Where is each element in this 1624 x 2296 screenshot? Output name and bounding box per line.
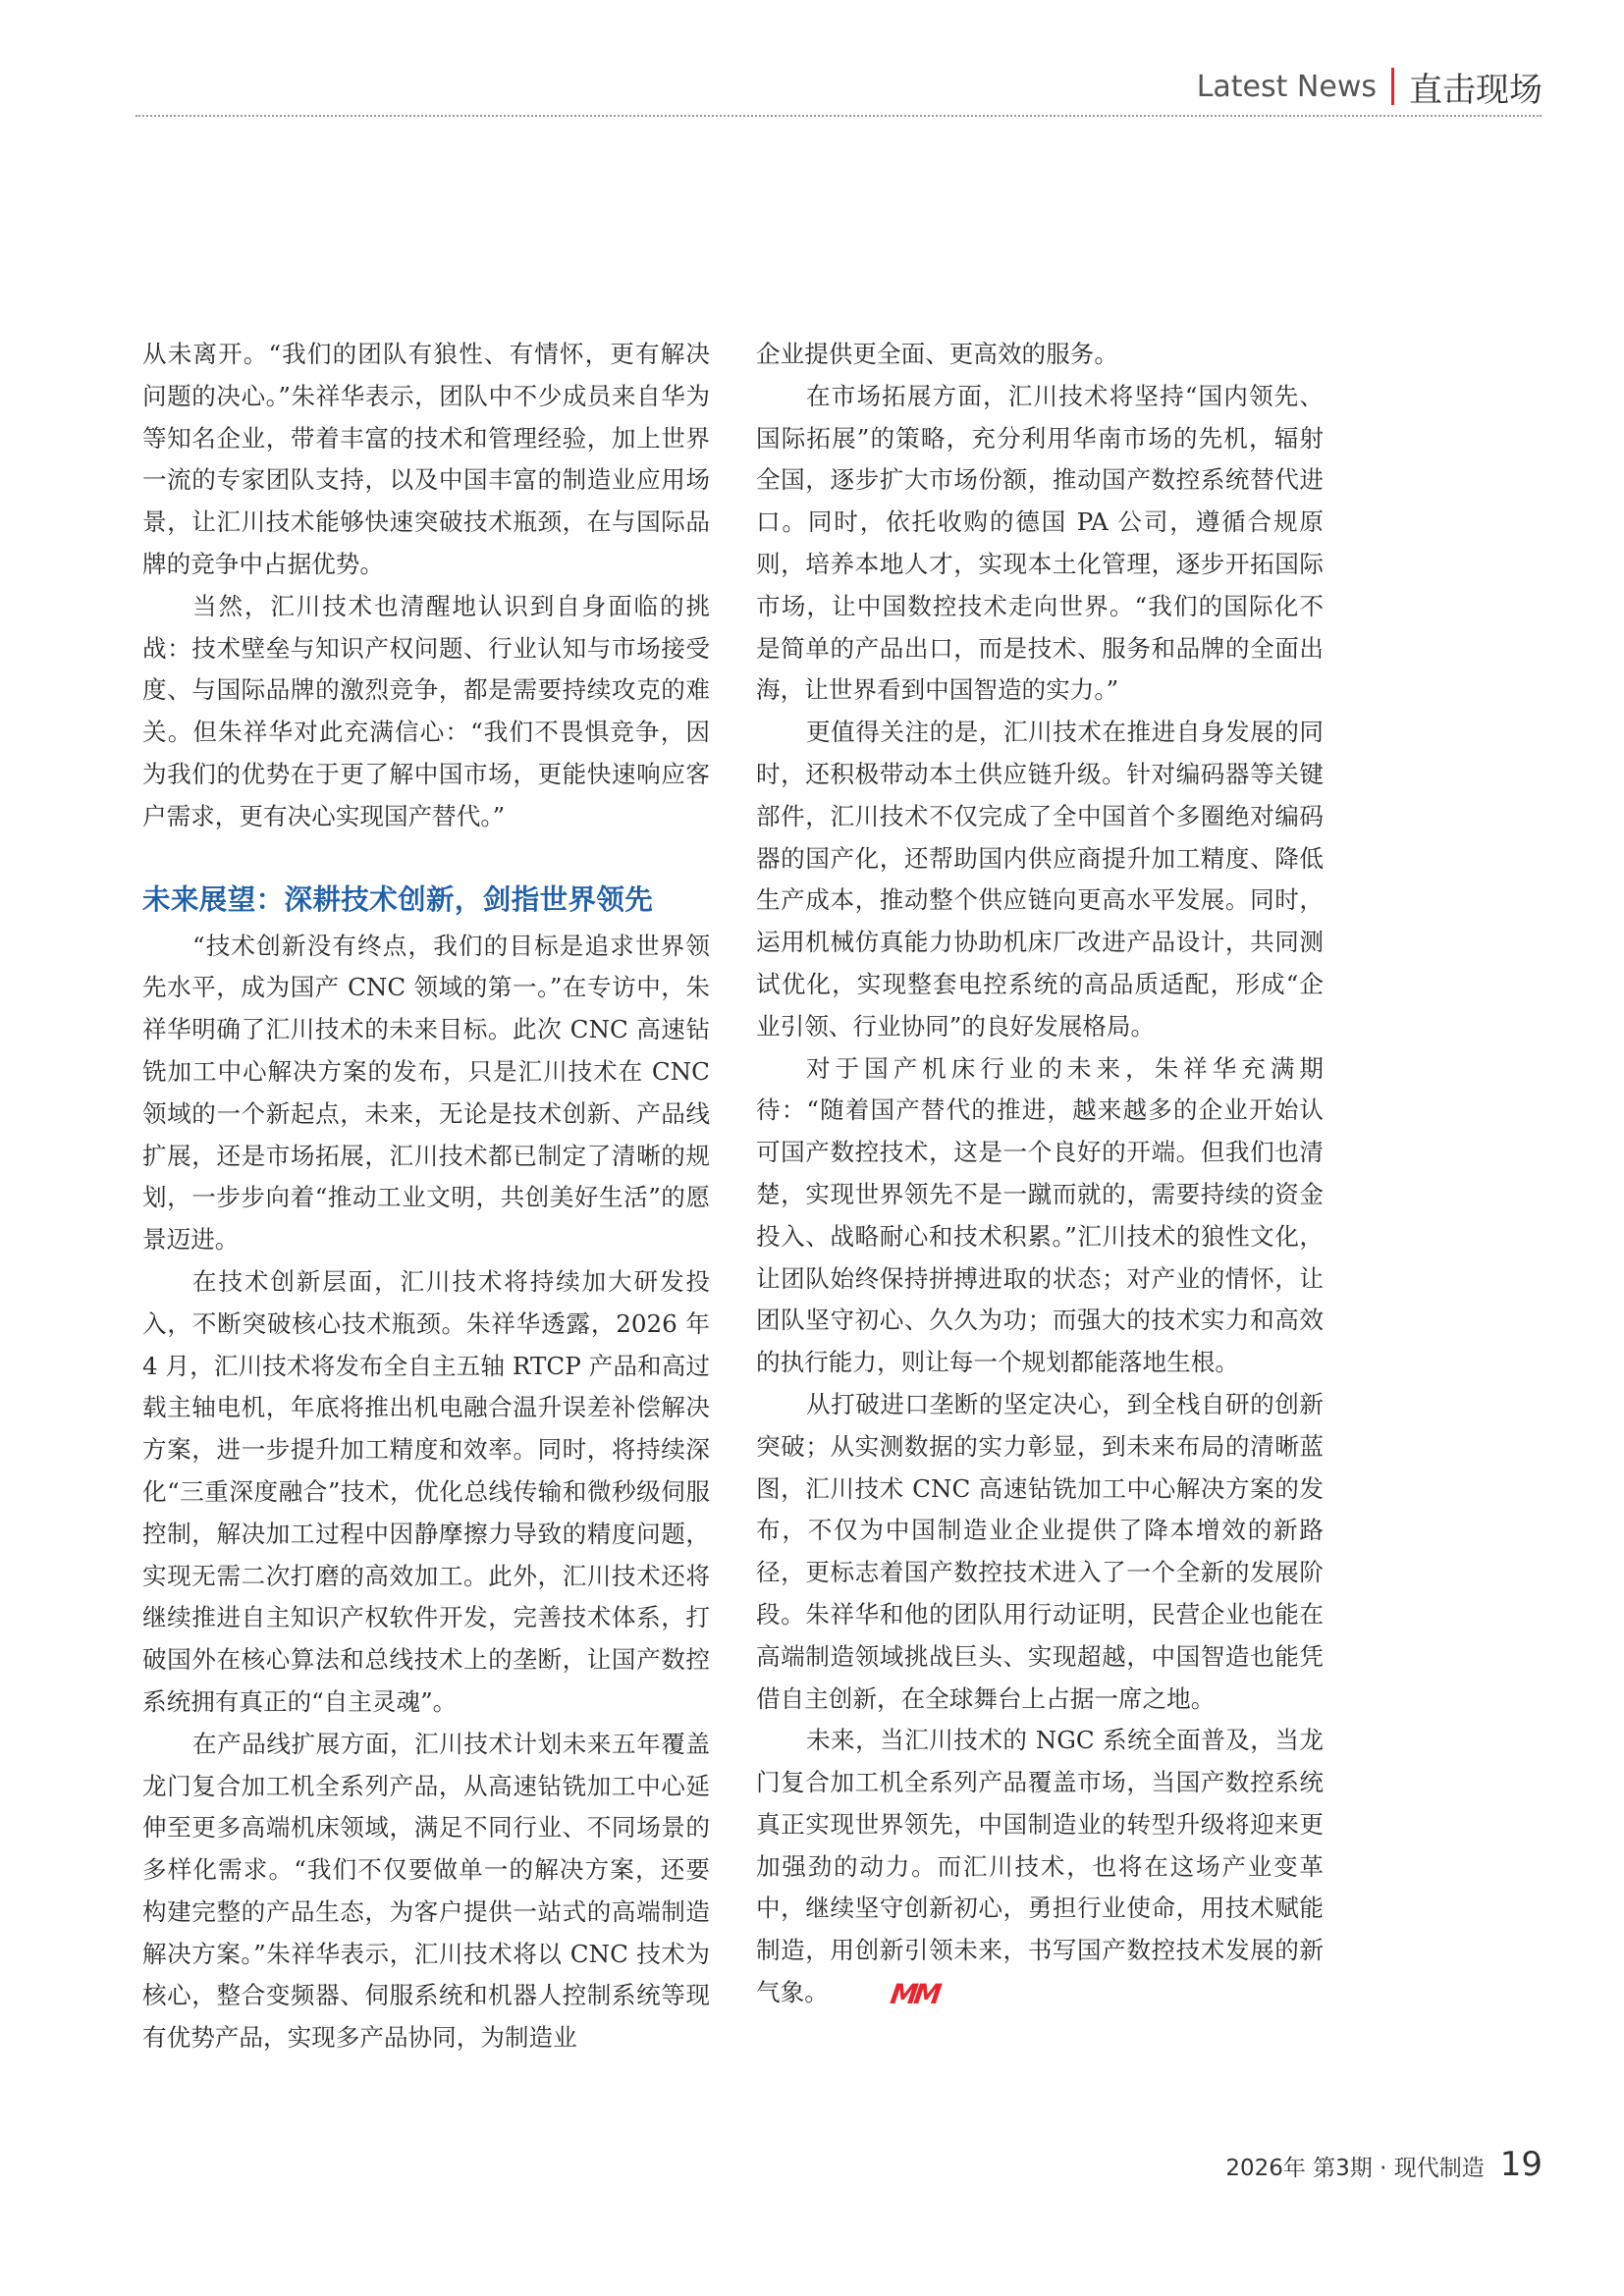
mm-end-logo: MM <box>888 1978 940 2011</box>
paragraph: “技术创新没有终点，我们的目标是追求世界领先水平，成为国产 CNC 领域的第一。”在专访中，朱祥华明确了汇川技术的未来目标。此次 CNC 高速钻铣加工中心解决方案的发布，只是汇川技术在 CNC 领域的一个新起点，未来，无论是技术创新、产品线扩展，还是市场拓展，汇川技术都已制定了清晰的规划，一步步向着“推动工业文明，共创美好生活”的愿景迈进。 <box>142 931 710 1255</box>
section-heading: 未来展望：深耕技术创新，剑指世界领先 <box>142 882 654 916</box>
page-footer <box>1225 2145 1543 2184</box>
paragraph: 企业提供更全面、更高效的服务。 <box>756 340 1118 368</box>
paragraph-final <box>756 1720 1324 2014</box>
header-dotted-rule <box>135 115 1542 117</box>
paragraph: 从打破进口垄断的坚定决心，到全栈自研的创新突破；从实测数据的实力彰显，到未来布局的清晰蓝图，汇川技术 CNC 高速钻铣加工中心解决方案的发布，不仅为中国制造业企业提供了降本增效的新路径，更标志着国产数控技术进入了一个全新的发展阶段。朱祥华和他的团队用行动证明，民营企业也能在高端制造领域挑战巨头、实现超越，中国智造也能凭借自主创新，在全球舞台上占据一席之地。 <box>756 1389 1324 1713</box>
paragraph: 对于国产机床行业的未来，朱祥华充满期待：“随着国产替代的推进，越来越多的企业开始认可国产数控技术，这是一个良好的开端。但我们也清楚，实现世界领先不是一蹴而就的，需要持续的资金投入、战略耐心和技术积累。”汇川技术的狼性文化，让团队始终保持拼搏进取的状态；对产业的情怀，让团队坚守初心、久久为功；而强大的技术实力和高效的执行能力，则让每一个规划都能落地生根。 <box>756 1053 1324 1377</box>
paragraph: 在市场拓展方面，汇川技术将坚持“国内领先、国际拓展”的策略，充分利用华南市场的先机，辐射全国，逐步扩大市场份额，推动国产数控系统替代进口。同时，依托收购的德国 PA 公司，遵循合规原则，培养本地人才，实现本土化管理，逐步开拓国际市场，让中国数控技术走向世界。“我们的国际化不是简单的产品出口，而是技术、服务和品牌的全面出海，让世界看到中国智造的实力。” <box>756 381 1324 705</box>
paragraph: 在技术创新层面，汇川技术将持续加大研发投入，不断突破核心技术瓶颈。朱祥华透露，2026 年 4 月，汇川技术将发布全自主五轴 RTCP 产品和高过载主轴电机，年底将推出机电融合温升误差补偿解决方案，进一步提升加工精度和效率。同时，将持续深化“三重深度融合”技术，优化总线传输和微秒级伺服控制，解决加工过程中因静摩擦力导致的精度问题，实现无需二次打磨的高效加工。此外，汇川技术还将继续推进自主知识产权软件开发，完善技术体系，打破国外在核心算法和总线技术上的垄断，让国产数控系统拥有真正的“自主灵魂”。 <box>142 1266 710 1716</box>
page-number: 19 <box>1499 2145 1543 2184</box>
section-title-en: Latest News <box>1196 69 1377 104</box>
right-column <box>756 334 1324 2014</box>
paragraph-text: 未来，当汇川技术的 NGC 系统全面普及，当龙门复合加工机全系列产品覆盖市场，当国产数控系统真正实现世界领先，中国制造业的转型升级将迎来更加强劲的动力。而汇川技术，也将在这场产业变革中，继续坚守创新初心，勇担行业使命，用技术赋能制造，用创新引领未来，书写国产数控技术发展的新气象。 <box>756 1726 1324 2007</box>
page-header <box>1197 57 1543 116</box>
paragraph: 在产品线扩展方面，汇川技术计划未来五年覆盖龙门复合加工机全系列产品，从高速钻铣加工中心延伸至更多高端机床领域，满足不同行业、不同场景的多样化需求。“我们不仅要做单一的解决方案，还要构建完整的产品生态，为客户提供一站式的高端制造解决方案。”朱祥华表示，汇川技术将以 CNC 技术为核心，整合变频器、伺服系统和机器人控制系统等现有优势产品，实现多产品协同，为制造业 <box>142 1729 710 2053</box>
left-column <box>142 334 710 2059</box>
paragraph: 更值得关注的是，汇川技术在推进自身发展的同时，还积极带动本土供应链升级。针对编码器等关键部件，汇川技术不仅完成了全中国首个多圈绝对编码器的国产化，还帮助国内供应商提升加工精度、降低生产成本，推动整个供应链向更高水平发展。同时，运用机械仿真能力协助机床厂改进产品设计，共同测试优化，实现整套电控系统的高品质适配，形成“企业引领、行业协同”的良好发展格局。 <box>756 718 1324 1041</box>
issue-info: 2026年 第3期 · 现代制造 <box>1225 2156 1485 2181</box>
section-title-cn: 直击现场 <box>1409 70 1543 110</box>
header-divider <box>1391 68 1394 105</box>
paragraph: 从未离开。“我们的团队有狼性、有情怀，更有解决问题的决心。”朱祥华表示，团队中不少成员来自华为等知名企业，带着丰富的技术和管理经验，加上世界一流的专家团队支持，以及中国丰富的制造业应用场景，让汇川技术能够快速突破技术瓶颈，在与国际品牌的竞争中占据优势。 <box>142 340 710 578</box>
paragraph: 当然，汇川技术也清醒地认识到自身面临的挑战：技术壁垒与知识产权问题、行业认知与市场接受度、与国际品牌的激烈竞争，都是需要持续攻克的难关。但朱祥华对此充满信心：“我们不畏惧竞争，因为我们的优势在于更了解中国市场，更能快速响应客户需求，更有决心实现国产替代。” <box>142 591 710 830</box>
